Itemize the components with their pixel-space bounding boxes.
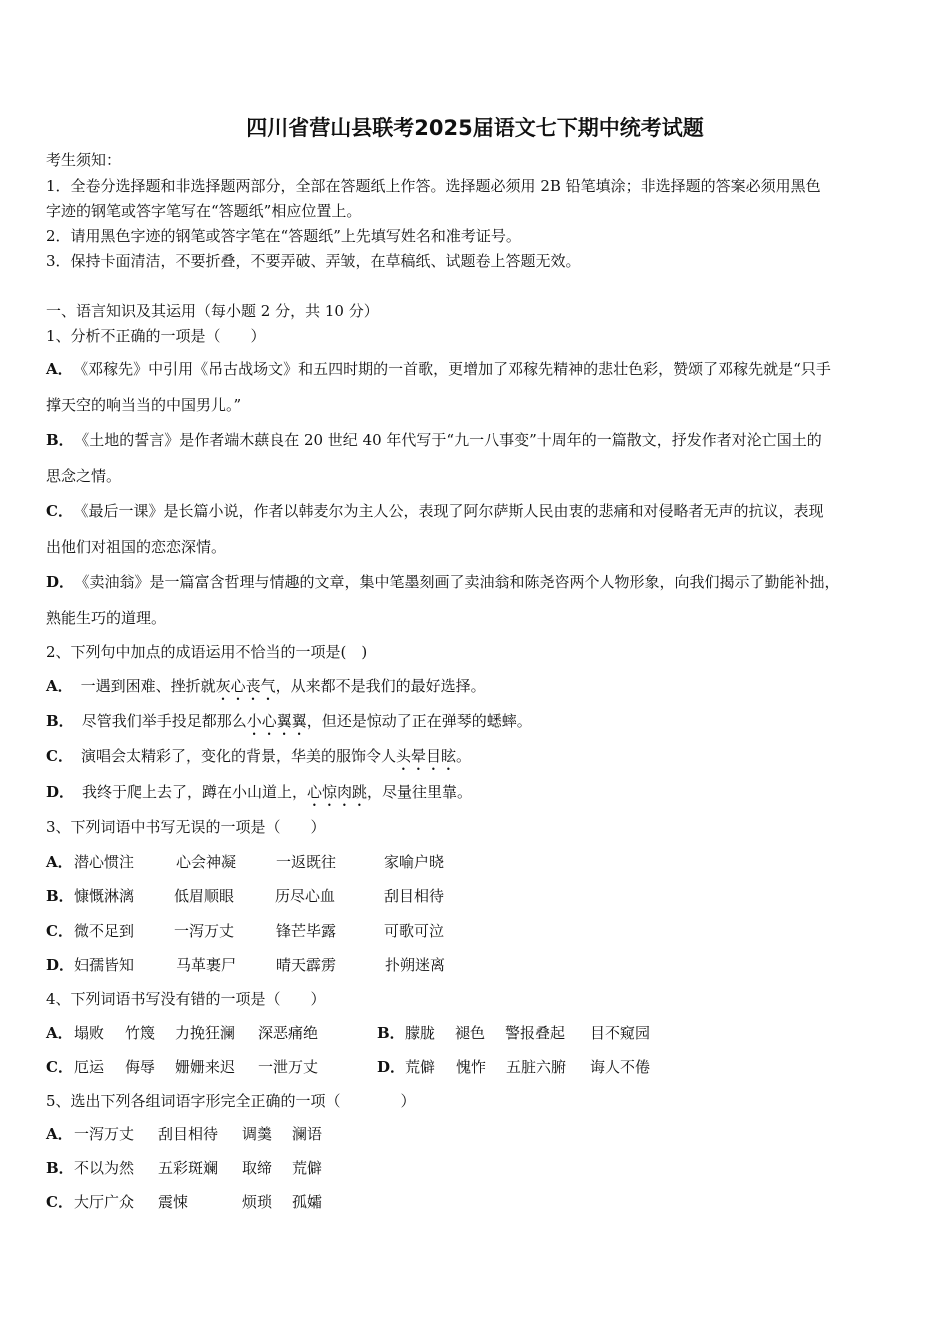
option-text-post: ，从来都不是我们的最好选择。 — [275, 677, 486, 695]
question-1-option-b — [46, 430, 822, 450]
option-label: A． — [46, 853, 73, 871]
question-1-option-a — [46, 359, 831, 379]
word: 朦胧 — [405, 1024, 436, 1042]
option-label: C． — [46, 922, 73, 940]
word: 家喻户晓 — [384, 853, 445, 871]
question-3-option-a — [46, 852, 445, 872]
word: 一泄万丈 — [258, 1058, 319, 1076]
option-label: B． — [377, 1024, 405, 1042]
page-title: 四川省营山县联考2025届语文七下期中统考试题 — [246, 116, 704, 140]
question-1-option-d-cont: 熟能生巧的道理。 — [46, 609, 167, 627]
option-label: A． — [46, 1125, 73, 1143]
option-text-pre: 尽管我们举手投足都那么 — [81, 712, 247, 730]
question-1-option-d — [46, 572, 840, 592]
word: 调羹 — [242, 1125, 273, 1143]
question-1-option-c — [46, 501, 823, 521]
word: 一泻万丈 — [174, 922, 235, 940]
word: 愧怍 — [456, 1058, 487, 1076]
word: 荒僻 — [292, 1159, 323, 1177]
word: 竹篾 — [125, 1024, 156, 1042]
question-5-option-c — [46, 1192, 323, 1212]
word: 诲人不倦 — [590, 1058, 651, 1076]
question-4-option-d — [377, 1057, 651, 1077]
word: 潜心惯注 — [74, 853, 135, 871]
word: 微不足到 — [74, 922, 135, 940]
question-5-option-b — [46, 1158, 323, 1178]
option-text-post: ，但还是惊动了正在弹琴的蟋蟀。 — [306, 712, 532, 730]
option-label: C． — [46, 1058, 73, 1076]
option-text: 《卖油翁》是一篇富含哲理与情趣的文章，集中笔墨刻画了卖油翁和陈尧咨两个人物形象，向我们揭示了勤能补拙， — [82, 573, 840, 591]
question-1-option-a-cont: 撑天空的响当当的中国男儿。” — [46, 396, 242, 414]
word: 五脏六腑 — [506, 1058, 567, 1076]
word: 取缔 — [242, 1159, 273, 1177]
option-label: B． — [46, 1159, 74, 1177]
notice-item-3: 3．保持卡面清洁，不要折叠，不要弄破、弄皱，在草稿纸、试题卷上答题无效。 — [46, 252, 581, 270]
word: 历尽心血 — [275, 887, 336, 905]
dotted-idiom: 小心翼翼 — [246, 712, 307, 730]
question-4-option-c — [46, 1057, 319, 1077]
option-text: 《最后一课》是长篇小说，作者以韩麦尔为主人公，表现了阿尔萨斯人民由衷的悲痛和对侵略者无声的抗议，表现 — [80, 502, 824, 520]
word: 心会神凝 — [176, 853, 237, 871]
option-label: D． — [377, 1058, 406, 1076]
option-label: A． — [46, 360, 73, 378]
option-label: A． — [46, 677, 73, 695]
question-2-option-c — [46, 746, 471, 774]
word: 侮辱 — [125, 1058, 156, 1076]
question-3-stem: 3、下列词语中书写无误的一项是（ ） — [46, 818, 326, 836]
word: 刮目相待 — [158, 1125, 219, 1143]
word: 不以为然 — [74, 1159, 135, 1177]
question-3-option-c — [46, 921, 445, 941]
option-label: B． — [46, 887, 74, 905]
word: 荒僻 — [405, 1058, 436, 1076]
word: 晴天霹雳 — [276, 956, 337, 974]
option-label: D． — [46, 956, 75, 974]
word: 五彩斑斓 — [158, 1159, 219, 1177]
notice-item-1-line-1: 1．全卷分选择题和非选择题两部分，全部在答题纸上作答。选择题必须用 2B 铅笔填涂；非选择题的答案必须用黑色 — [46, 177, 821, 195]
notice-item-1-line-2: 字迹的钢笔或答字笔写在“答题纸”相应位置上。 — [46, 202, 362, 220]
question-2-option-d — [46, 782, 472, 810]
word: 低眉顺眼 — [174, 887, 235, 905]
word: 澜语 — [292, 1125, 323, 1143]
dotted-idiom: 头晕目眩 — [395, 747, 456, 765]
word: 厄运 — [74, 1058, 105, 1076]
option-label: C． — [46, 1193, 73, 1211]
question-1-option-c-cont: 出他们对祖国的恋恋深情。 — [46, 538, 227, 556]
question-3-option-d — [46, 955, 446, 975]
option-text-pre: 我终于爬上去了，蹲在小山道上， — [82, 783, 308, 801]
word: 可歌可泣 — [384, 922, 445, 940]
word: 孤孀 — [292, 1193, 323, 1211]
question-2-option-a — [46, 676, 486, 704]
option-text-post: 。 — [455, 747, 471, 765]
word: 马革裹尸 — [176, 956, 237, 974]
option-label: B． — [46, 712, 74, 730]
word: 震悚 — [158, 1193, 189, 1211]
question-4-option-a — [46, 1023, 319, 1043]
section-heading: 一、语言知识及其运用（每小题 2 分，共 10 分） — [46, 302, 379, 320]
word: 塌败 — [74, 1024, 105, 1042]
option-text-pre: 一遇到困难、挫折就 — [80, 677, 216, 695]
option-label: D． — [46, 573, 75, 591]
question-1-stem: 1、分析不正确的一项是（ ） — [46, 327, 266, 345]
question-3-option-b — [46, 886, 445, 906]
question-2-stem: 2、下列句中加点的成语运用不恰当的一项是( ) — [46, 643, 368, 661]
word: 目不窥园 — [590, 1024, 651, 1042]
word: 一返既往 — [276, 853, 337, 871]
option-label: D． — [46, 783, 75, 801]
option-text: 《土地的誓言》是作者端木蕻良在 20 世纪 40 年代写于“九一八事变”十周年的一篇散文，抒发作者对沦亡国土的 — [81, 431, 822, 449]
word: 褪色 — [455, 1024, 486, 1042]
question-4-stem: 4、下列词语书写没有错的一项是（ ） — [46, 990, 326, 1008]
word: 锋芒毕露 — [276, 922, 337, 940]
option-text: 《邓稼先》中引用《吊古战场文》和五四时期的一首歌，更增加了邓稼先精神的悲壮色彩，赞颂了邓稼先就是“只手 — [80, 360, 831, 378]
question-5-option-a — [46, 1124, 323, 1144]
option-label: C． — [46, 502, 73, 520]
question-2-option-b — [46, 711, 532, 739]
word: 姗姗来迟 — [175, 1058, 236, 1076]
word: 慷慨淋漓 — [74, 887, 135, 905]
word: 大厅广众 — [74, 1193, 135, 1211]
word: 力挽狂澜 — [175, 1024, 236, 1042]
word: 扑朔迷离 — [385, 956, 446, 974]
question-1-option-b-cont: 思念之情。 — [46, 467, 122, 485]
word: 一泻万丈 — [74, 1125, 135, 1143]
notice-heading: 考生须知： — [46, 151, 122, 169]
question-5-stem: 5、选出下列各组词语字形完全正确的一项（ ） — [46, 1092, 416, 1110]
option-label: C． — [46, 747, 73, 765]
word: 妇孺皆知 — [74, 956, 135, 974]
dotted-idiom: 心惊肉跳 — [307, 783, 368, 801]
dotted-idiom: 灰心丧气 — [215, 677, 276, 695]
word: 烦琐 — [242, 1193, 273, 1211]
option-label: A． — [46, 1024, 73, 1042]
word: 刮目相待 — [384, 887, 445, 905]
question-4-option-b — [377, 1023, 651, 1043]
option-label: B． — [46, 431, 74, 449]
word: 深恶痛绝 — [258, 1024, 319, 1042]
notice-item-2: 2．请用黑色字迹的钢笔或答字笔在“答题纸”上先填写姓名和准考证号。 — [46, 227, 521, 245]
option-text-pre: 演唱会太精彩了，变化的背景，华美的服饰令人 — [80, 747, 396, 765]
word: 警报叠起 — [505, 1024, 566, 1042]
option-text-post: ，尽量往里靠。 — [367, 783, 473, 801]
